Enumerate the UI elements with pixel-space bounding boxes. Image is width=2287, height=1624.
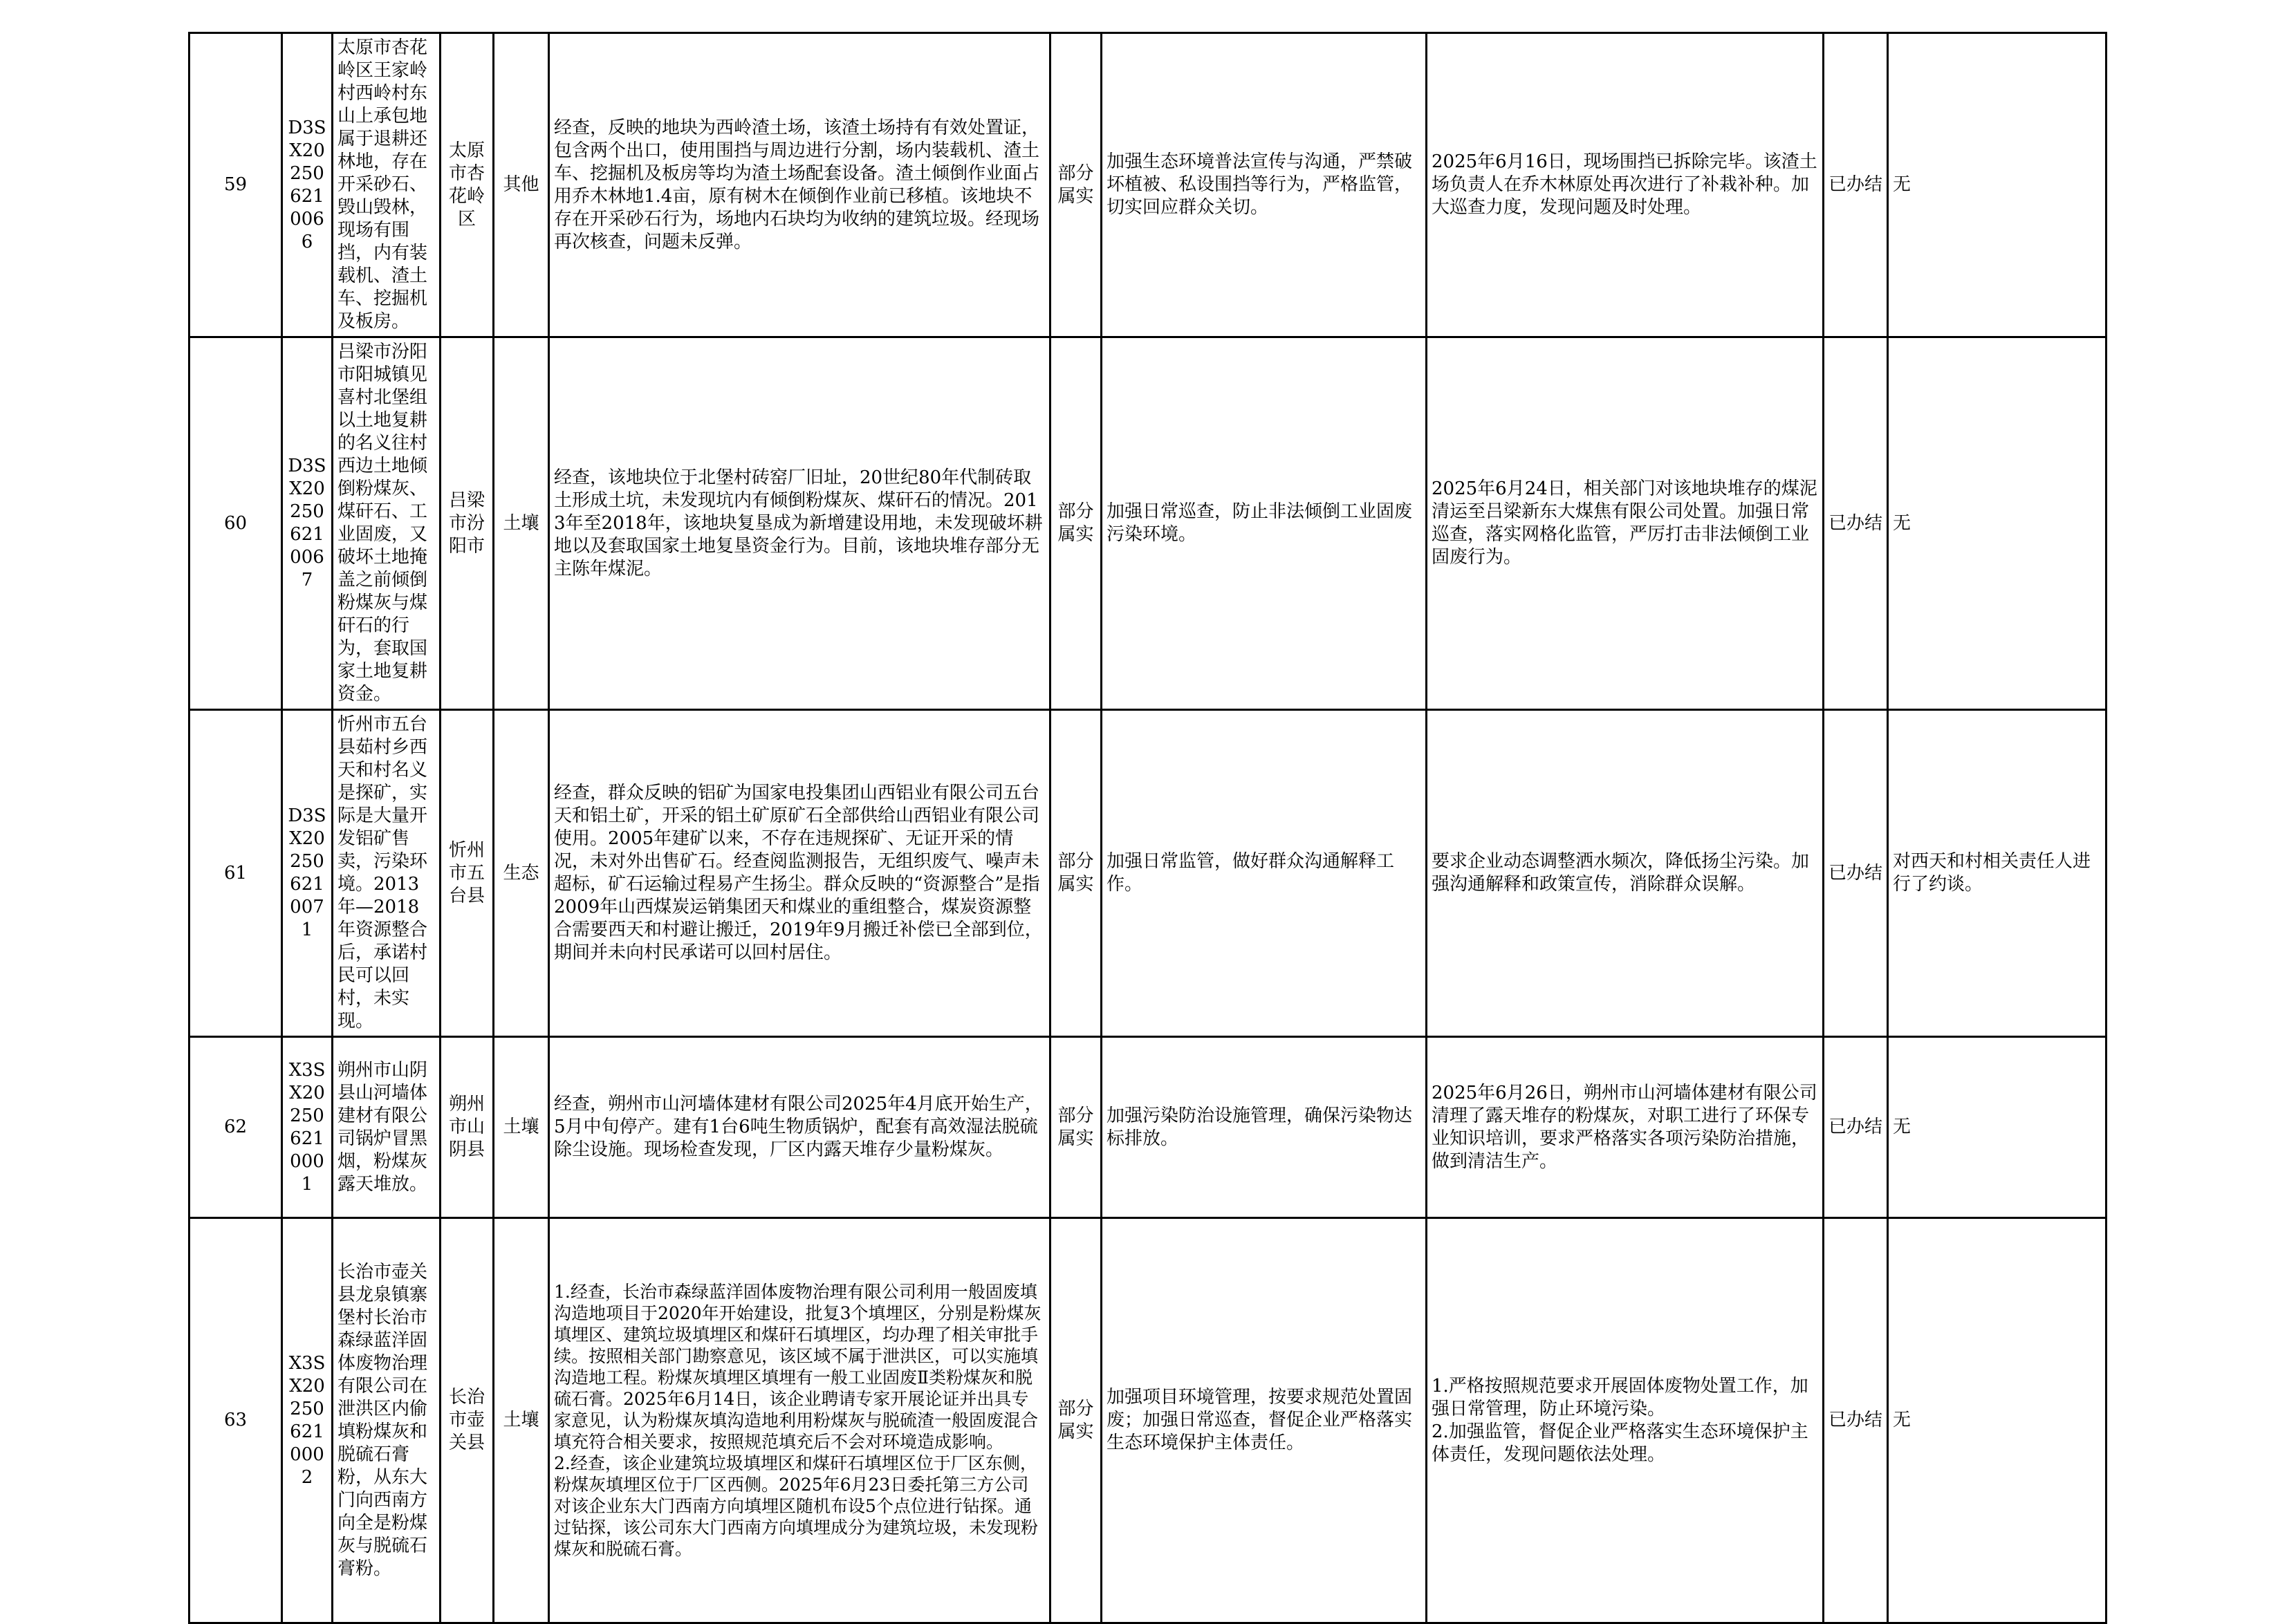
pollution-type: 其他 [494, 33, 549, 337]
rectification-result: 1.严格按照规范要求开展固体废物处置工作，加强日常管理，防止环境污染。 2.加强监管，督促企业严格落实生态环境保护主体责任，发现问题依法处理。 [1427, 1218, 1824, 1623]
handling-measure: 加强日常巡查，防止非法倾倒工业固废污染环境。 [1102, 337, 1427, 710]
administrative-area: 太原市杏花岭区 [441, 33, 494, 337]
case-code: D3SX202506210067 [282, 337, 333, 710]
case-code: X3SX202506210002 [282, 1218, 333, 1623]
investigation-result: 1.经查，长治市森绿蓝洋固体废物治理有限公司利用一般固废填沟造地项目于2020年开始建设，批复3个填埋区，分别是粉煤灰填埋区、建筑垃圾填埋区和煤矸石填埋区，均办理了相关审批手续。按照相关部门勘察意见，该区域不属于泄洪区，可以实施填沟造地工程。粉煤灰填埋区填埋有一般工业固废Ⅱ类粉煤灰和脱硫石膏。2025年6月14日，该企业聘请专家开展论证并出具专家意见，认为粉煤灰填沟造地利用粉煤灰与脱硫渣一般固废混合填充符合相关要求，按照规范填充后不会对环境造成影响。 2.经查，该企业建筑垃圾填埋区和煤矸石填埋区位于厂区东侧，粉煤灰填埋区位于厂区西侧。2025年6月23日委托第三方公司对该企业东大门西南方向填埋区随机布设5个点位进行钻探。通过钻探，该公司东大门西南方向填埋成分为建筑垃圾，未发现粉煤灰和脱硫石膏。 [549, 1218, 1050, 1623]
status-badge: 已办结 [1824, 1218, 1888, 1623]
complaint-table [188, 32, 2107, 1624]
pollution-type: 土壤 [494, 1037, 549, 1218]
table-row [189, 337, 2107, 710]
accountability: 对西天和村相关责任人进行了约谈。 [1888, 710, 2107, 1037]
row-number: 61 [189, 710, 282, 1037]
accountability: 无 [1888, 1218, 2107, 1623]
verification-status: 部分属实 [1050, 33, 1102, 337]
verification-status: 部分属实 [1050, 337, 1102, 710]
case-code: D3SX202506210066 [282, 33, 333, 337]
complaint-description: 忻州市五台县茹村乡西天和村名义是探矿，实际是大量开发铝矿售卖，污染环境。2013年—2018年资源整合后，承诺村民可以回村，未实现。 [333, 710, 441, 1037]
table-row [189, 710, 2107, 1037]
complaint-description: 吕梁市汾阳市阳城镇见喜村北堡组以土地复耕的名义往村西边土地倾倒粉煤灰、煤矸石、工业固废，又破坏土地掩盖之前倾倒粉煤灰与煤矸石的行为，套取国家土地复耕资金。 [333, 337, 441, 710]
table-row [189, 1037, 2107, 1218]
complaint-description: 朔州市山阴县山河墙体建材有限公司锅炉冒黑烟，粉煤灰露天堆放。 [333, 1037, 441, 1218]
handling-measure: 加强日常监管，做好群众沟通解释工作。 [1102, 710, 1427, 1037]
accountability: 无 [1888, 1037, 2107, 1218]
status-badge: 已办结 [1824, 33, 1888, 337]
handling-measure: 加强污染防治设施管理，确保污染物达标排放。 [1102, 1037, 1427, 1218]
table-row [189, 1218, 2107, 1623]
complaint-description: 长治市壶关县龙泉镇寨堡村长治市森绿蓝洋固体废物治理有限公司在泄洪区内偷填粉煤灰和脱硫石膏粉，从东大门向西南方向全是粉煤灰与脱硫石膏粉。 [333, 1218, 441, 1623]
row-number: 63 [189, 1218, 282, 1623]
rectification-result: 2025年6月16日，现场围挡已拆除完毕。该渣土场负责人在乔木林原处再次进行了补栽补种。加大巡查力度，发现问题及时处理。 [1427, 33, 1824, 337]
administrative-area: 吕梁市汾阳市 [441, 337, 494, 710]
accountability: 无 [1888, 337, 2107, 710]
investigation-result: 经查，该地块位于北堡村砖窑厂旧址，20世纪80年代制砖取土形成土坑，未发现坑内有倾倒粉煤灰、煤矸石的情况。2013年至2018年，该地块复垦成为新增建设用地，未发现破坏耕地以及套取国家土地复垦资金行为。目前，该地块堆存部分无主陈年煤泥。 [549, 337, 1050, 710]
investigation-result: 经查，群众反映的铝矿为国家电投集团山西铝业有限公司五台天和铝土矿，开采的铝土矿原矿石全部供给山西铝业有限公司使用。2005年建矿以来，不存在违规探矿、无证开采的情况，未对外出售矿石。经查阅监测报告，无组织废气、噪声未超标，矿石运输过程易产生扬尘。群众反映的“资源整合”是指2009年山西煤炭运销集团天和煤业的重组整合，煤炭资源整合需要西天和村避让搬迁，2019年9月搬迁补偿已全部到位，期间并未向村民承诺可以回村居住。 [549, 710, 1050, 1037]
row-number: 60 [189, 337, 282, 710]
rectification-result: 2025年6月26日，朔州市山河墙体建材有限公司清理了露天堆存的粉煤灰，对职工进行了环保专业知识培训，要求严格落实各项污染防治措施，做到清洁生产。 [1427, 1037, 1824, 1218]
complaint-description: 太原市杏花岭区王家岭村西岭村东山上承包地属于退耕还林地，存在开采砂石、毁山毁林，现场有围挡，内有装载机、渣土车、挖掘机及板房。 [333, 33, 441, 337]
handling-measure: 加强生态环境普法宣传与沟通，严禁破坏植被、私设围挡等行为，严格监管，切实回应群众关切。 [1102, 33, 1427, 337]
administrative-area: 长治市壶关县 [441, 1218, 494, 1623]
accountability: 无 [1888, 33, 2107, 337]
verification-status: 部分属实 [1050, 1218, 1102, 1623]
case-code: D3SX202506210071 [282, 710, 333, 1037]
pollution-type: 土壤 [494, 1218, 549, 1623]
status-badge: 已办结 [1824, 710, 1888, 1037]
row-number: 59 [189, 33, 282, 337]
verification-status: 部分属实 [1050, 1037, 1102, 1218]
investigation-result: 经查，反映的地块为西岭渣土场，该渣土场持有有效处置证，包含两个出口，使用围挡与周边进行分割，场内装载机、渣土车、挖掘机及板房等均为渣土场配套设备。渣土倾倒作业面占用乔木林地1.4亩，原有树木在倾倒作业前已移植。该地块不存在开采砂石行为，场地内石块均为收纳的建筑垃圾。经现场再次核查，问题未反弹。 [549, 33, 1050, 337]
status-badge: 已办结 [1824, 337, 1888, 710]
pollution-type: 土壤 [494, 337, 549, 710]
status-badge: 已办结 [1824, 1037, 1888, 1218]
table-row [189, 33, 2107, 337]
case-code: X3SX202506210001 [282, 1037, 333, 1218]
row-number: 62 [189, 1037, 282, 1218]
rectification-result: 2025年6月24日，相关部门对该地块堆存的煤泥清运至吕梁新东大煤焦有限公司处置。加强日常巡查，落实网格化监管，严厉打击非法倾倒工业固废行为。 [1427, 337, 1824, 710]
handling-measure: 加强项目环境管理，按要求规范处置固废；加强日常巡查，督促企业严格落实生态环境保护主体责任。 [1102, 1218, 1427, 1623]
administrative-area: 朔州市山阴县 [441, 1037, 494, 1218]
rectification-result: 要求企业动态调整洒水频次，降低扬尘污染。加强沟通解释和政策宣传，消除群众误解。 [1427, 710, 1824, 1037]
pollution-type: 生态 [494, 710, 549, 1037]
administrative-area: 忻州市五台县 [441, 710, 494, 1037]
investigation-result: 经查，朔州市山河墙体建材有限公司2025年4月底开始生产，5月中旬停产。建有1台6吨生物质锅炉，配套有高效湿法脱硫除尘设施。现场检查发现，厂区内露天堆存少量粉煤灰。 [549, 1037, 1050, 1218]
verification-status: 部分属实 [1050, 710, 1102, 1037]
